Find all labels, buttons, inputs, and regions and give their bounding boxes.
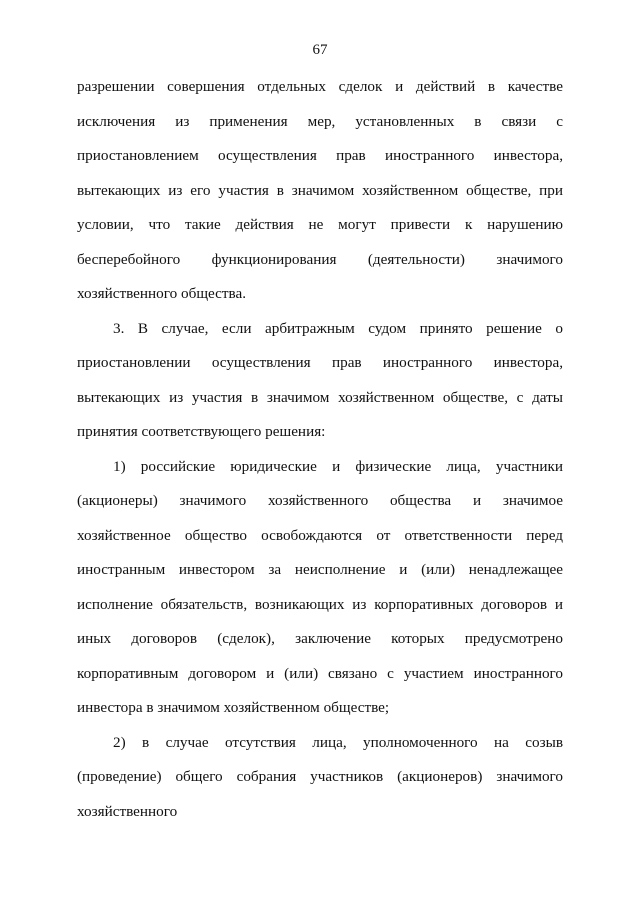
paragraph-continuation: разрешении совершения отдельных сделок и действий в качестве исключения из применения мер, установленных в связи с приостановлением осуществления прав иностранного инвестора, вытекающих из его участия в значимом хозяйственном обществе, при условии, что такие действия не могут привести к нарушению бесперебойного функционирования (деятельности) значимого хозяйственного общества. [77, 78, 563, 302]
paragraph-item-1: 1) российские юридические и физические лица, участники (акционеры) значимого хозяйственного общества и значимое хозяйственное общество освобождаются от ответственности перед иностранным инвестором за неисполнение и (или) ненадлежащее исполнение обязательств, возникающих из корпоративных договоров и иных договоров (сделок), заключение которых предусмотрено корпоративным договором и (или) связано с участием иностранного инвестора в значимом хозяйственном обществе; [77, 457, 563, 716]
paragraph-clause-3: 3. В случае, если арбитражным судом принято решение о приостановлении осуществления прав иностранного инвестора, вытекающих из участия в значимом хозяйственном обществе, с даты принятия соответствующего решения: [77, 319, 563, 440]
page-number: 67 [312, 42, 328, 58]
document-body [77, 70, 563, 829]
paragraph-item-2: 2) в случае отсутствия лица, уполномоченного на созыв (проведение) общего собрания участников (акционеров) значимого хозяйственного [77, 733, 563, 820]
